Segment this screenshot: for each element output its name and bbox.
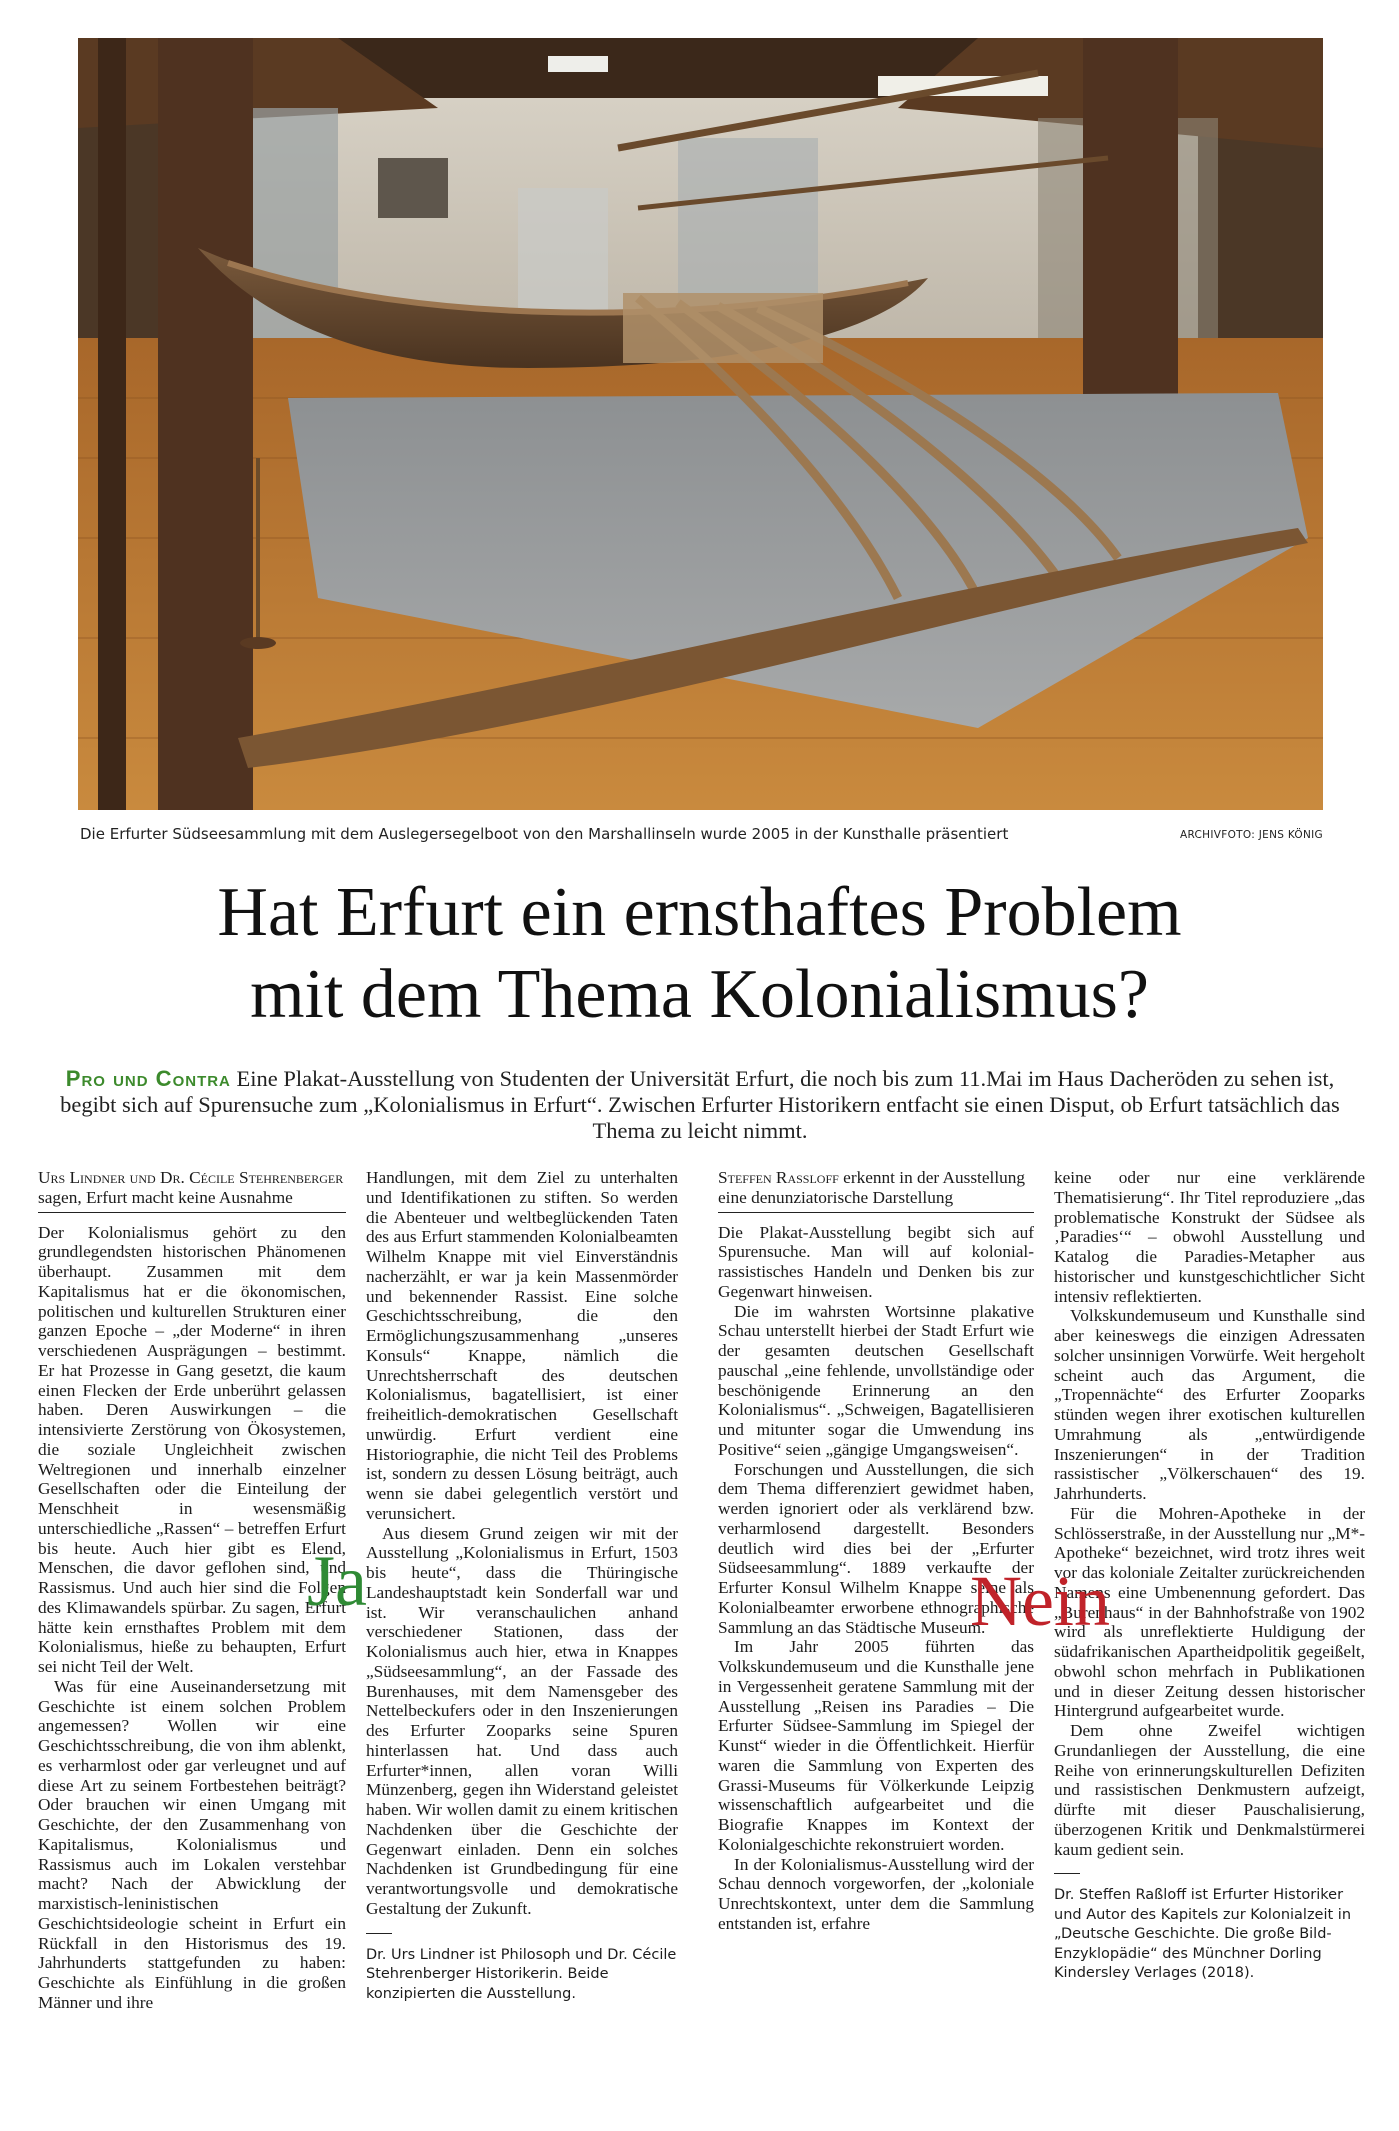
nein-label: Nein (970, 1561, 1110, 1641)
pro-authors: Urs Lindner und Dr. Cécile Stehrenberger (38, 1168, 344, 1187)
contra-paragraph-8: Für die Mohren-Apotheke in der Schlösserstraße, in der Ausstellung nur „M*-Apotheke“ bezeichnet, wird trotz ihres weit vor das koloniale Zeitalter zurückreichenden Namens eine Umbenennung gefordert. Das „Burenhaus“ in der Bahnhofstraße von 1902 wird als unreflektierte Huldigung der südafrikanischen Apartheidpolitik gegeißelt, obwohl schon mehrfach in Publikationen und in dieser Zeitung dessen historischer Hintergrund aufgearbeitet wurde. (1054, 1503, 1366, 1721)
contra-paragraph-3: Forschungen und Ausstellungen, die sich dem Thema differenziert gewidmet haben, werden ignoriert oder als verklärend bzw. verharmlosend dargestellt. Besonders deutlich wird dies bei der „Erfurter Südseesammlung“. 1889 verkaufte der Erfurter Konsul Wilhelm Knappe seine als Kolonialbeamter erworbene ethnographische Sammlung an das Städtische Museum. (718, 1459, 1034, 1637)
contra-paragraph-4: Im Jahr 2005 führten das Volkskundemuseum und die Kunsthalle jene in Vergessenheit geratene Sammlung mit der Ausstellung „Reisen ins Paradies – Die Erfurter Südsee-Sammlung im Spiegel der Kunst“ wieder in die Öffentlichkeit. Hierfür waren die Sammlung von Experten des Grassi-Museums für Völkerkunde Leipzig wissenschaftlich aufgearbeitet und die Biografie Knappes im Kontext der Kolonialgeschichte rekonstruiert worden. (718, 1637, 1034, 1854)
pro-byline-text: sagen, Erfurt macht keine Ausnahme (38, 1187, 293, 1207)
contra-paragraph-7: Volkskundemuseum und Kunsthalle sind aber keineswegs die einzigen Adressaten solcher unsinnigen Vorwürfe. Weit hergeholt scheint auch das Argument, die „Tropennächte“ des Erfurter Zooparks stünden wegen ihrer exotischen kulturellen Umrahmung als „entwürdigende Inszenierungen“ in der Tradition rassistischer „Völkerschauen“ des 19. Jahrhunderts. (1054, 1306, 1365, 1503)
pro-bio-rule (366, 1933, 392, 1934)
pro-paragraph-1: Der Kolonialismus gehört zu den grundlegendsten historischen Phänomenen überhaupt. Zusammen mit dem Kapitalismus hat er die ökonomischen, politischen und kulturellen Strukturen einer ganzen Epoche – „der Moderne“ in ihren verschiedenen Ausprägungen – bestimmt. Er hat Prozesse in Gang gesetzt, die kaum einen Flecken der Erde unberührt gelassen haben. Deren Auswirkungen – die intensivierte Zerstörung von Ökosystemen, die soziale Ungleichheit zwischen Weltregionen und innerhalb einzelner Gesellschaften oder die Einteilung der Menschheit in wesensmäßig unterschiedliche „Rassen“ – betreffen Erfurt bis heute. Auch hier gibt es Elend, Menschen, die davor geflohen sind, und Rassismus. Und auch hier sind die Folgen des Klimawandels spürbar. Zu sagen, Erfurt hätte kein ernsthaftes Problem mit dem Kolonialismus, hieße zu behaupten, Erfurt sei nicht Teil der Welt. (38, 1222, 346, 1676)
contra-byline (718, 1168, 1034, 1213)
photo-caption: Die Erfurter Südseesammlung mit dem Auslegersegelboot von den Marshallinseln wurde 2005 in der Kunsthalle präsentiert (80, 825, 1009, 843)
pro-bio: Dr. Urs Lindner ist Philosoph und Dr. Cécile Stehrenberger Historikerin. Beide konzipierten die Ausstellung. (366, 1946, 677, 2002)
contra-paragraph-9: Dem ohne Zweifel wichtigen Grundanliegen der Ausstellung, die eine Reihe von erinnerungskulturellen Defiziten und rassistischen Denkmustern aufzeigt, dürfte mit dieser Pauschalisierung, überzogenen Kritik und Denkmalstürmerei kaum gedient sein. (1054, 1721, 1365, 1859)
kicker: Pro und Contra (65, 1066, 231, 1091)
pro-column-1 (38, 1168, 346, 2013)
contra-paragraph-6: keine oder nur eine verklärende Thematisierung“. Ihr Titel reproduziere „das problematische Konstrukt der Südsee als ‚Paradies‘“ – obwohl Ausstellung und Katalog die Paradies-Metapher aus historischer und kunstgeschichtlicher Sicht intensiv reflektierten. (1054, 1168, 1365, 1306)
contra-bio-rule (1054, 1873, 1080, 1874)
contra-paragraph-5: In der Kolonialismus-Ausstellung wird der Schau dennoch vorgeworfen, der „koloniale Unrechtskontext, unter dem die Sammlung entstanden ist, erfahre (718, 1854, 1034, 1933)
contra-bio: Dr. Steffen Raßloff ist Erfurter Historiker und Autor des Kapitels zur Kolonialzeit in „Deutsche Geschichte. Die große Bild-Enzyklopädie“ des Münchner Dorling Kindersley Verlages (2018). (1054, 1887, 1352, 1982)
pro-byline (38, 1168, 346, 1213)
contra-byline-text: erkennt in der Ausstellung eine denunziatorische Darstellung (718, 1168, 1026, 1207)
headline (0, 872, 1399, 1036)
boat-photo (78, 38, 1323, 810)
contra-author: Steffen Raßloff (718, 1168, 839, 1187)
contra-paragraph-1: Die Plakat-Ausstellung begibt sich auf Spurensuche. Man will auf kolonial-rassistisches Handeln und Denken bis zur Gegenwart hinweisen. (718, 1222, 1034, 1301)
pro-paragraph-2: Was für eine Auseinandersetzung mit Geschichte ist einem solchen Problem angemessen? Wollen wir eine Geschichtsschreibung, die von ihm ablenkt, es verharmlost oder gar verleugnet und auf diese Art zu seinem Fortbestehen beiträgt? Oder brauchen wir einen Umgang mit Geschichte, der den Zusammenhang von Kapitalismus, Kolonialismus und Rassismus auch im Lokalen verstehbar macht? Nach der Abwicklung der marxistisch-leninistischen Geschichtsideologie scheint in Erfurt ein Rückfall in den Historismus des 19. Jahrhunderts stattgefunden zu haben: Geschichte als Einfühlung in die großen Männer und ihre (38, 1676, 346, 2012)
contra-column-1 (718, 1168, 1034, 1934)
headline-line-1: Hat Erfurt ein ernsthaftes Problem (217, 874, 1182, 951)
ja-label: Ja (307, 1541, 367, 1621)
boat-photo-icon (78, 38, 1323, 810)
pro-paragraph-4: Aus diesem Grund zeigen wir mit der Ausstellung „Kolonialismus in Erfurt, 1503 bis heute“, dass die Thüringische Landeshauptstadt kein Sonderfall war und ist. Wir veranschaulichen anhand verschiedener Stationen, dass der Kolonialismus auch hier, etwa in Knappes „Südseesammlung“, an der Fassade des Burenhauses, mit dem Namensgeber des Nettelbeckufers oder in den Inszenierungen des Erfurter Zooparks seine Spuren hinterlassen hat. Und dass auch Erfurter*innen, allen voran Willi Münzenberg, gegen ihn Widerstand geleistet haben. Wir wollen damit zu einem kritischen Nachdenken über die Geschichte der Gegenwart einladen. Denn ein solches Nachdenken ist Grundbedingung für eine verantwortungsvolle und demokratische Gestaltung der Zukunft. (366, 1523, 678, 1918)
subtitle-text: Eine Plakat-Ausstellung von Studenten der Universität Erfurt, die noch bis zum 11.Mai im Haus Dacheröden zu sehen ist, begibt sich auf Spurensuche zum „Kolonialismus in Erfurt“. Zwischen Erfurter Historikern entfacht sie einen Disput, ob Erfurt tatsächlich das Thema zu leicht nimmt. (60, 1066, 1340, 1143)
pro-column-2 (366, 1168, 678, 2004)
headline-line-2: mit dem Thema Kolonialismus? (250, 956, 1149, 1033)
subtitle (60, 1066, 1340, 1144)
photo-credit: ARCHIVFOTO: JENS KÖNIG (1180, 829, 1323, 841)
pro-paragraph-3: Handlungen, mit dem Ziel zu unterhalten und Identifikationen zu stiften. So werden die Abenteuer und weltbeglückenden Taten des aus Erfurt stammenden Kolonialbeamten Wilhelm Knappe mit viel Einverständnis nacherzählt, er war ja kein Massenmörder und bekennender Rassist. Eine solche Geschichtsschreibung, die den Ermöglichungszusammenhang „unseres Konsuls“ Knappe, nämlich die Unrechtsherrschaft des deutschen Kolonialismus, bagatellisiert, ist einer freiheitlich-demokratischen Gesellschaft unwürdig. Erfurt verdient eine Historiographie, die nicht Teil des Problems ist, sondern zu dessen Lösung beiträgt, auch wenn sie dabei gelegentlich verstört und verunsichert. (366, 1168, 678, 1523)
contra-paragraph-2: Die im wahrsten Wortsinne plakative Schau unterstellt hierbei der Stadt Erfurt wie der gesamten deutschen Gesellschaft pauschal „eine fehlende, unvollständige oder beschönigende Erinnerung an den Kolonialismus“. „Schweigen, Bagatellisieren und mitunter sogar die Umwendung ins Positive“ seien „gängige Umgangsweisen“. (718, 1301, 1034, 1459)
